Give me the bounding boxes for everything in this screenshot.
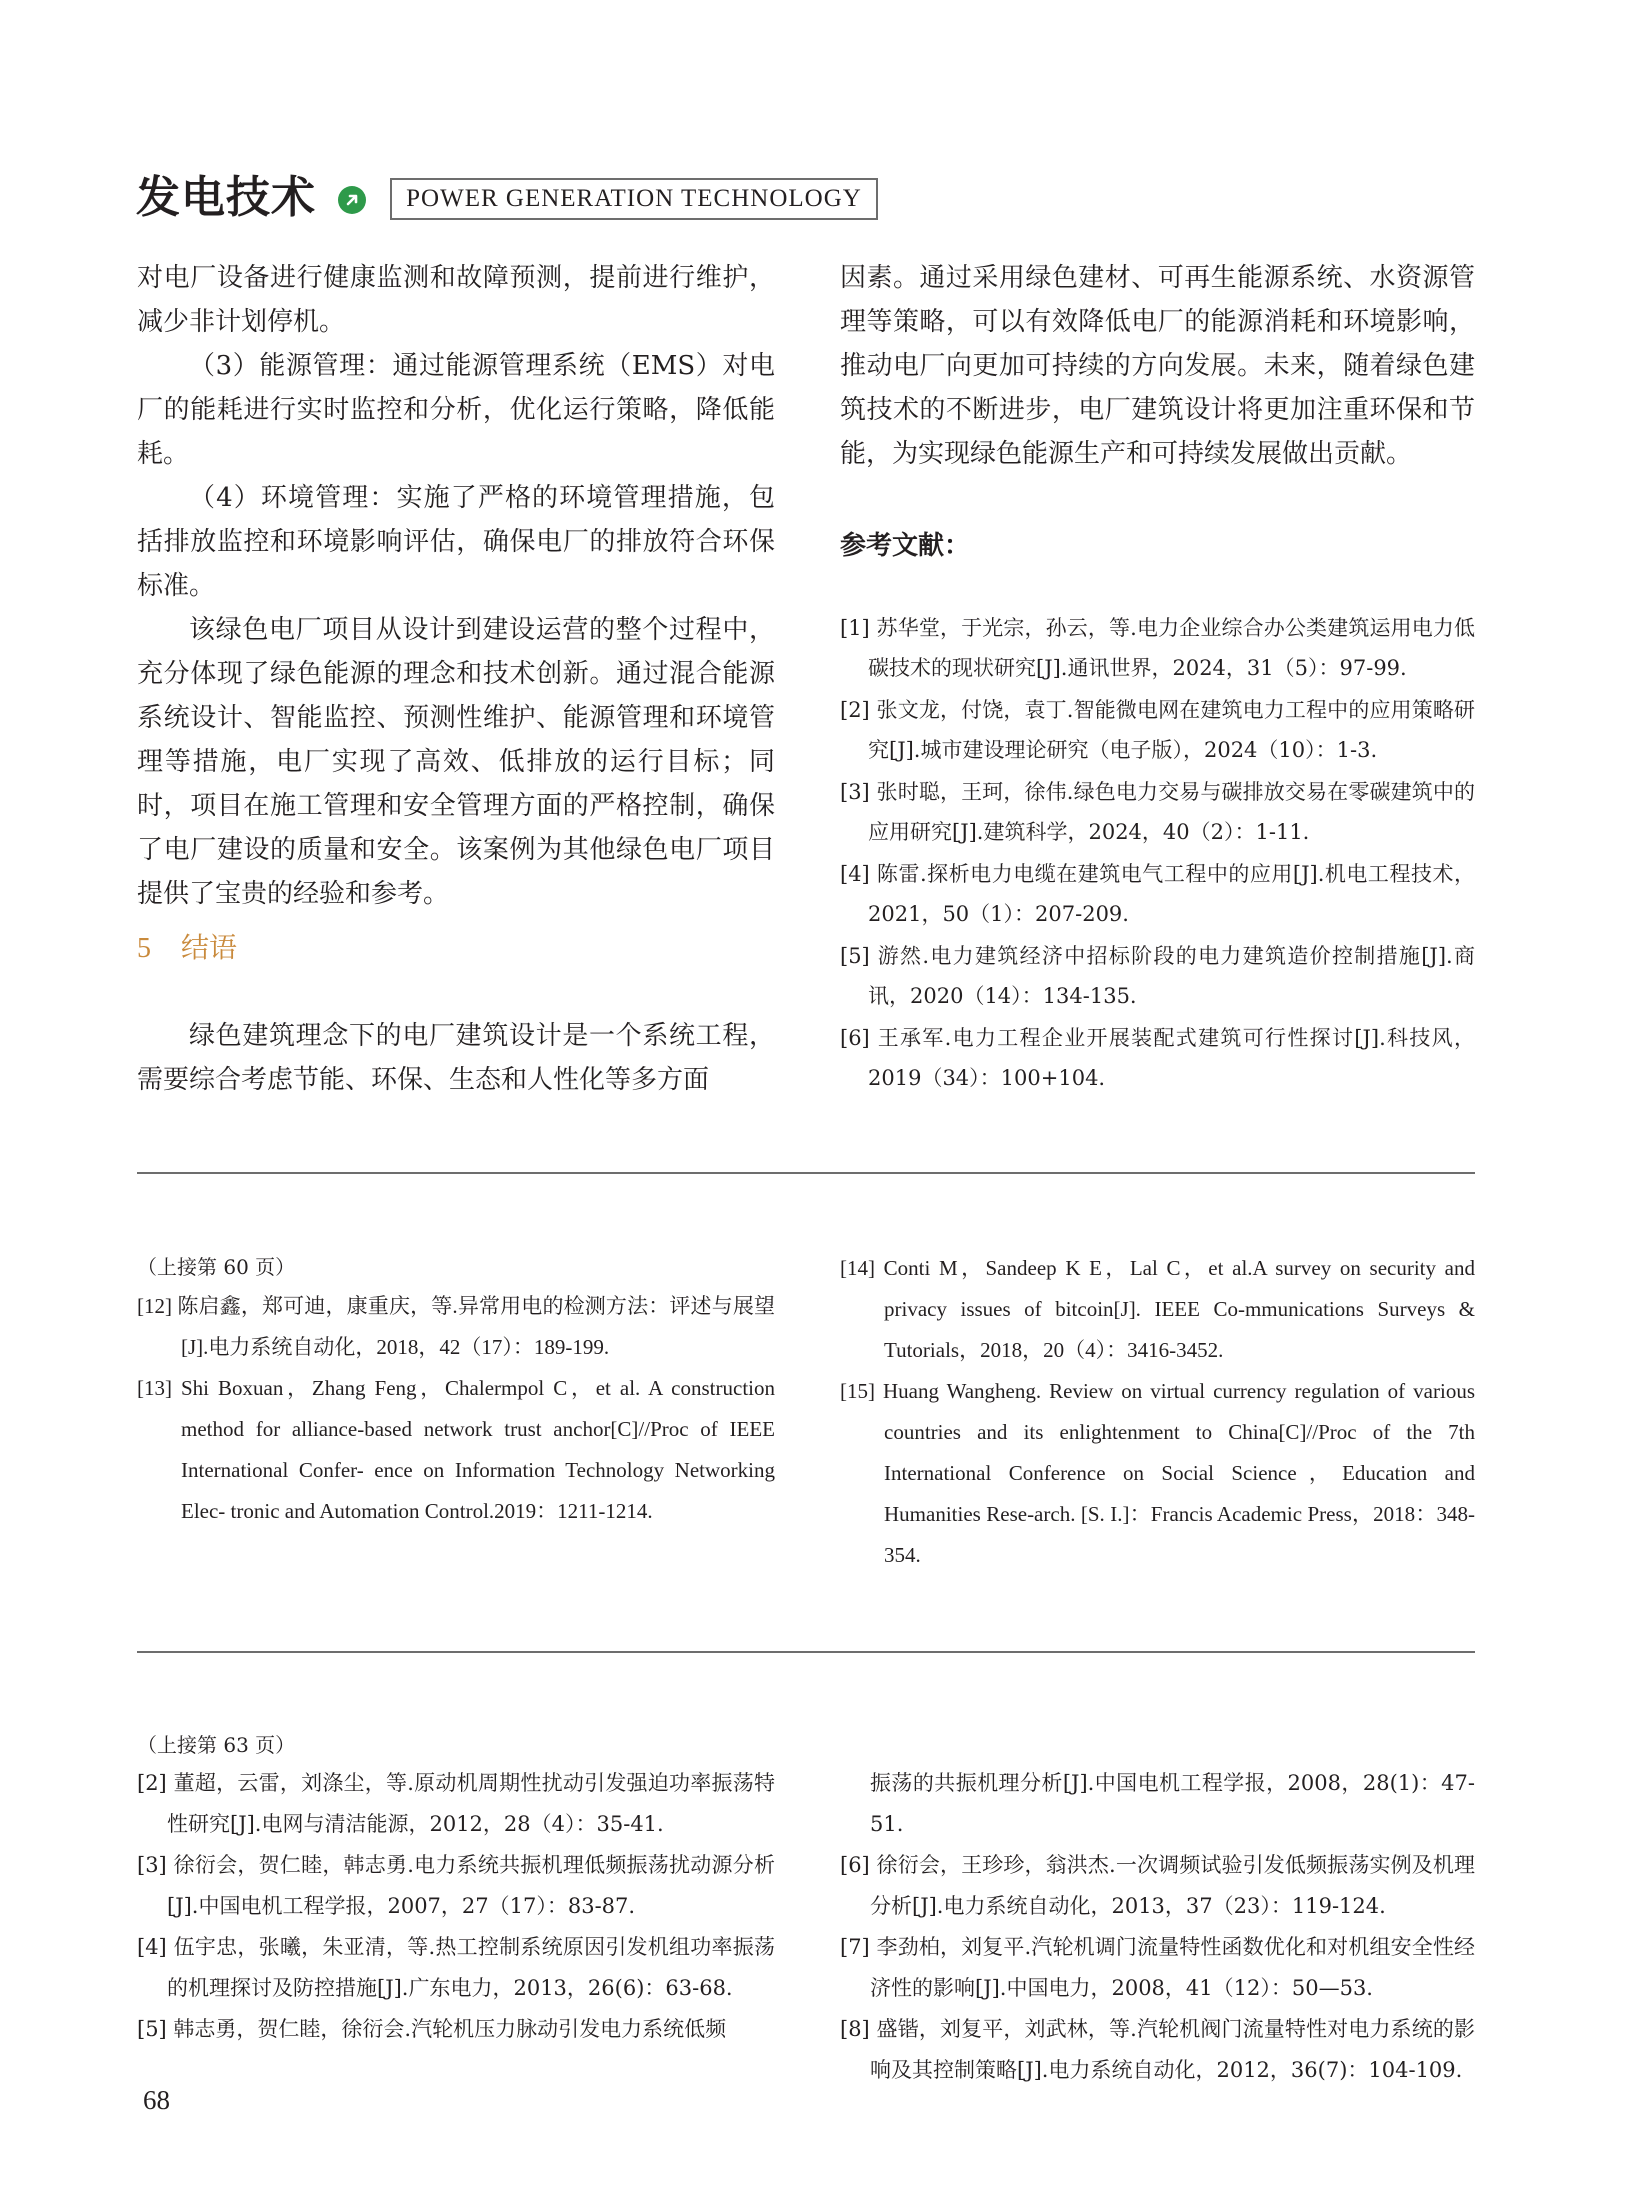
paragraph: （4）环境管理：实施了严格的环境管理措施，包括排放监控和环境影响评估，确保电厂的排放符合环保标准。	[137, 483, 775, 601]
continued-note: （上接第 63 页）	[137, 1733, 296, 1757]
references-list	[840, 608, 1475, 1100]
reference-item: [6] 徐衍会，王珍珍，翁洪杰.一次调频试验引发低频振荡实例及机理分析[J].电力系统自动化，2013，37（23）：119-124.	[840, 1853, 1475, 1918]
divider	[137, 1172, 1475, 1174]
paragraph: 绿色建筑理念下的电厂建筑设计是一个系统工程，需要综合考虑节能、环保、生态和人性化等多方面	[137, 1021, 775, 1095]
continued-note: （上接第 60 页）	[137, 1255, 296, 1279]
reference-item: [8] 盛锴，刘复平，刘武林，等.汽轮机阀门流量特性对电力系统的影响及其控制策略[J].电力系统自动化，2012，36(7)：104-109.	[840, 2017, 1475, 2082]
section-number: 5	[137, 933, 151, 964]
references-list	[137, 1763, 775, 2050]
page-number: 68	[143, 2085, 170, 2115]
reference-item: [2] 张文龙，付饶，袁丁.智能微电网在建筑电力工程中的应用策略研究[J].城市建设理论研究（电子版），2024（10）：1-3.	[840, 698, 1475, 762]
references-heading: 参考文献：	[840, 531, 971, 561]
paragraph: 对电厂设备进行健康监测和故障预测，提前进行维护，减少非计划停机。	[137, 263, 775, 337]
reference-item: [12] 陈启鑫，郑可迪，康重庆，等.异常用电的检测方法：评述与展望[J].电力系统自动化，2018，42（17）：189-199.	[137, 1294, 775, 1359]
references-list	[840, 1248, 1475, 1576]
divider	[137, 1651, 1475, 1653]
journal-title: 发电技术	[136, 172, 316, 223]
right-column	[840, 256, 1475, 476]
journal-subtitle: POWER GENERATION TECHNOLOGY	[390, 178, 878, 220]
reference-item: [4] 伍宇忠，张曦，朱亚清，等.热工控制系统原因引发机组功率振荡的机理探讨及防控措施[J].广东电力，2013，26(6)：63-68.	[137, 1935, 775, 2000]
reference-item: [14] Conti M，Sandeep K E，Lal C，et al.A survey on security and privacy issues of bitcoin[J]. IEEE Co-mmunications Surveys & Tutorials，2018，20（4）：3416-3452.	[840, 1256, 1475, 1362]
reference-item: [1] 苏华堂，于光宗，孙云，等.电力企业综合办公类建筑运用电力低碳技术的现状研究[J].通讯世界，2024，31（5）：97-99.	[840, 616, 1475, 680]
paragraph: 该绿色电厂项目从设计到建设运营的整个过程中，充分体现了绿色能源的理念和技术创新。通过混合能源系统设计、智能监控、预测性维护、能源管理和环境管理等措施，电厂实现了高效、低排放的运行目标；同时，项目在施工管理和安全管理方面的严格控制，确保了电厂建设的质量和安全。该案例为其他绿色电厂项目提供了宝贵的经验和参考。	[137, 615, 775, 909]
reference-item: [13] Shi Boxuan，Zhang Feng，Chalermpol C，et al. A construction method for alliance-based network trust anchor[C]//Proc of IEEE International Confer- ence on Information Technology Networking Elec- tronic and Automation Control.2019：1211-1214.	[137, 1376, 775, 1523]
section-title: 结语	[181, 931, 238, 964]
reference-item: [5] 韩志勇，贺仁睦，徐衍会.汽轮机压力脉动引发电力系统低频	[137, 2017, 727, 2041]
section-heading	[137, 928, 237, 969]
reference-item: [3] 徐衍会，贺仁睦，韩志勇.电力系统共振机理低频振荡扰动源分析[J].中国电机工程学报，2007，27（17）：83-87.	[137, 1853, 775, 1918]
reference-item: [6] 王承军.电力工程企业开展装配式建筑可行性探讨[J].科技风，2019（34）：100+104.	[840, 1026, 1475, 1090]
references-list	[137, 1286, 775, 1532]
reference-item: [2] 董超，云雷，刘涤尘，等.原动机周期性扰动引发强迫功率振荡特性研究[J].电网与清洁能源，2012，28（4）：35-41.	[137, 1771, 775, 1836]
left-column	[137, 256, 775, 916]
reference-item: [15] Huang Wangheng. Review on virtual currency regulation of various countries and its enlightenment to China[C]//Proc of the 7th International Conference on Social Science，Education and Humanities Rese-arch. [S. I.]：Francis Academic Press，2018：348-354.	[840, 1379, 1475, 1567]
paragraph: 因素。通过采用绿色建材、可再生能源系统、水资源管理等策略，可以有效降低电厂的能源消耗和环境影响，推动电厂向更加可持续的方向发展。未来，随着绿色建筑技术的不断进步，电厂建筑设计将更加注重环保和节能，为实现绿色能源生产和可持续发展做出贡献。	[840, 263, 1475, 469]
references-list	[840, 1763, 1475, 2091]
reference-continuation: 振荡的共振机理分析[J].中国电机工程学报，2008，28(1)：47-51.	[870, 1771, 1475, 1836]
reference-item: [7] 李劲柏，刘复平.汽轮机调门流量特性函数优化和对机组安全性经济性的影响[J].中国电力，2008，41（12）：50—53.	[840, 1935, 1475, 2000]
reference-item: [5] 游然.电力建筑经济中招标阶段的电力建筑造价控制措施[J].商讯，2020（14）：134-135.	[840, 944, 1475, 1008]
conclusion-block	[137, 1014, 775, 1102]
arrow-circle-icon	[338, 186, 366, 214]
reference-item: [4] 陈雷.探析电力电缆在建筑电气工程中的应用[J].机电工程技术，2021，50（1）：207-209.	[840, 862, 1475, 926]
paragraph: （3）能源管理：通过能源管理系统（EMS）对电厂的能耗进行实时监控和分析，优化运行策略，降低能耗。	[137, 351, 775, 469]
reference-item: [3] 张时聪，王珂，徐伟.绿色电力交易与碳排放交易在零碳建筑中的应用研究[J].建筑科学，2024，40（2）：1-11.	[840, 780, 1475, 844]
